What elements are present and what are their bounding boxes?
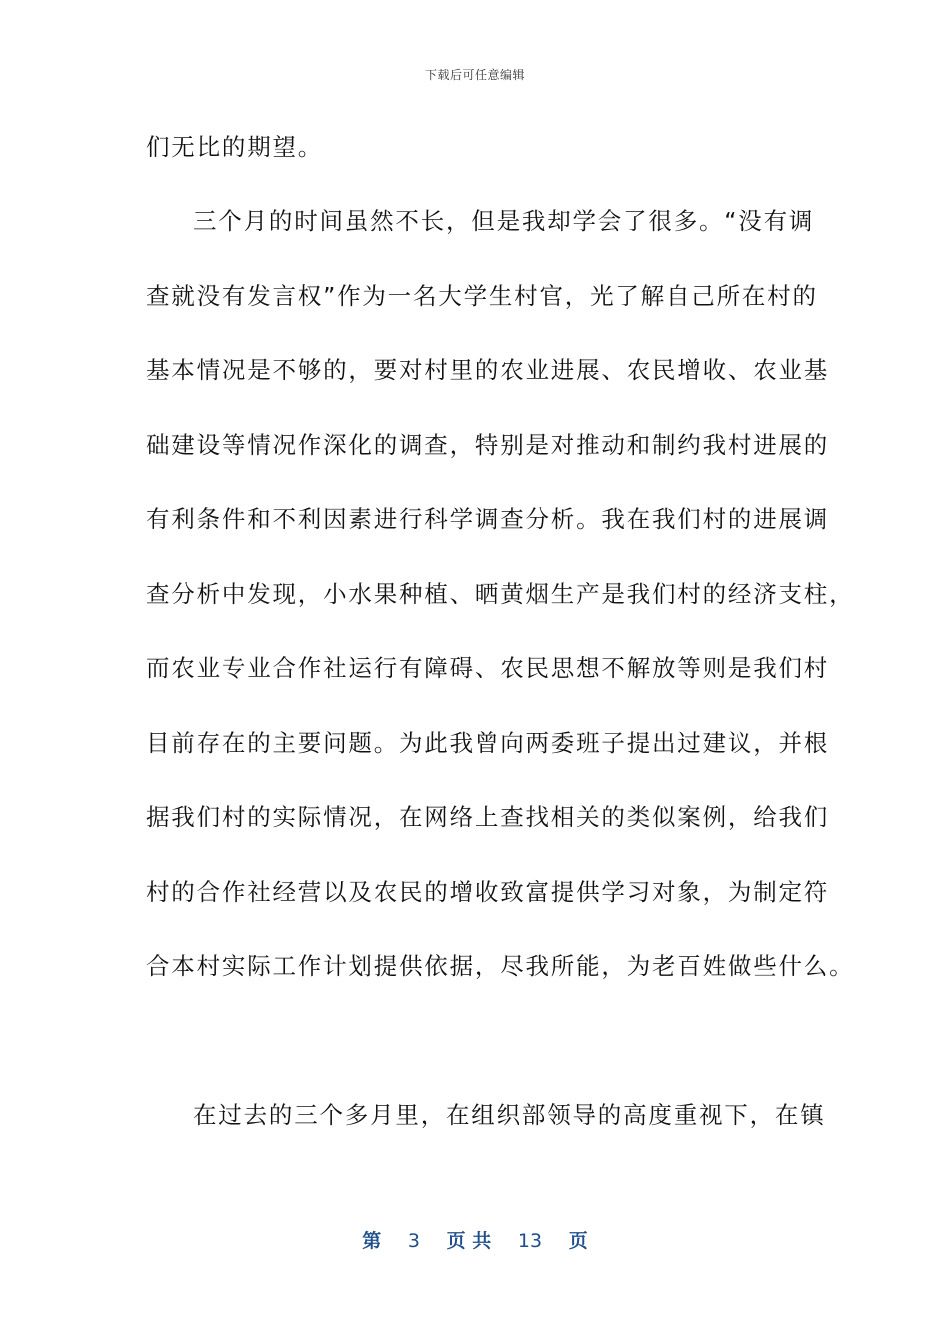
text-line: 础建设等情况作深化的调查，特别是对推动和制约我村进展的: [146, 430, 830, 459]
text-line: 目前存在的主要问题。为此我曾向两委班子提出过建议，并根: [146, 728, 830, 757]
page-footer: [0, 1226, 950, 1253]
current-page-number: 3: [407, 1230, 421, 1252]
text-line: 查分析中发现，小水果种植、晒黄烟生产是我们村的经济支柱，: [146, 579, 855, 608]
text-line: 村的合作社经营以及农民的增收致富提供学习对象，为制定符: [146, 877, 830, 906]
text-line: 三个月的时间虽然不长，但是我却学会了很多。“没有调: [193, 207, 815, 235]
page-prefix: 第: [362, 1230, 382, 1252]
header-note: 下载后可任意编辑: [424, 68, 525, 82]
text-line: 而农业专业合作社运行有障碍、农民思想不解放等则是我们村: [146, 654, 830, 682]
body-paragraph-2: [146, 184, 855, 1004]
body-block-1: [146, 110, 806, 185]
text-line: 据我们村的实际情况，在网络上查找相关的类似案例，给我们: [146, 803, 830, 831]
text-line: 查就没有发言权”作为一名大学生村官，光了解自己所在村的: [146, 281, 818, 310]
text-line: 们无比的期望。: [146, 133, 324, 161]
page-suffix: 页: [568, 1230, 588, 1252]
text-line: 在过去的三个多月里，在组织部领导的高度重视下，在镇: [193, 1101, 826, 1129]
total-pages-number: 13: [517, 1230, 543, 1252]
text-line: 有利条件和不利因素进行科学调查分析。我在我们村的进展调: [146, 505, 830, 533]
page-middle: 页 共: [446, 1230, 492, 1252]
body-paragraph-3: [146, 1078, 826, 1153]
text-line: 基本情况是不够的，要对村里的农业进展、农民增收、农业基: [146, 356, 830, 384]
text-line: 合本村实际工作计划提供依据，尽我所能，为老百姓做些什么。: [146, 952, 855, 980]
